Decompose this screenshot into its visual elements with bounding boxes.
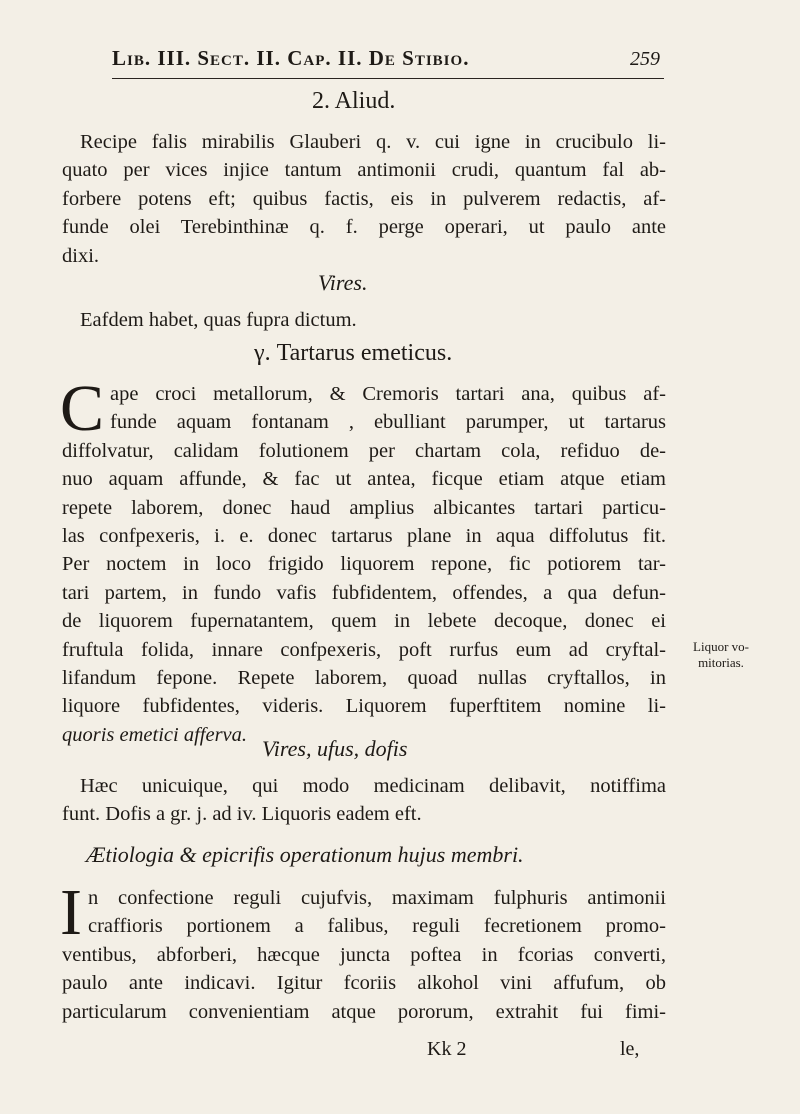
margin-note xyxy=(678,639,764,671)
paragraph-vires xyxy=(62,306,666,334)
catchword: le, xyxy=(620,1038,640,1060)
text-line: Hæc unicuique, qui modo medicinam delibavit, notiffima xyxy=(80,775,666,797)
text-line: las confpexeris, i. e. donec tartarus plane in aqua diffolutus fit. xyxy=(62,525,666,548)
section-heading-aliud: 2. Aliud. xyxy=(312,88,396,114)
section-heading-tartarus: γ. Tartarus emeticus. xyxy=(254,340,453,366)
text-line: ventibus, abforberi, hæcque juncta poftea in fcorias converti, xyxy=(62,943,666,966)
text-line: n confectione reguli cujufvis, maximam fulphuris antimonii xyxy=(87,887,666,909)
text-line: fruftula folida, innare confpexeris, poft rurfus eum ad cryftal- xyxy=(62,638,666,661)
margin-note-line: mitorias. xyxy=(698,655,744,670)
text-line: funde aquam fontanam , ebulliant parumper, ut tartarus xyxy=(110,411,666,434)
text-line: forbere potens eft; quibus factis, eis in pulverem redactis, af- xyxy=(62,187,666,210)
paragraph-vires-usus xyxy=(62,772,666,829)
page-header xyxy=(112,44,664,79)
signature-mark: Kk 2 xyxy=(427,1038,467,1060)
margin-note-line: Liquor vo- xyxy=(693,639,749,654)
text-line: dixi. xyxy=(62,244,100,267)
dropcap-block xyxy=(60,876,666,949)
running-head: Lib. III. Sect. II. Cap. II. De Stibio. xyxy=(112,46,470,70)
text-line: craffioris portionem a falibus, reguli fecretionem promo- xyxy=(87,915,666,938)
paragraph-aliud xyxy=(62,128,666,270)
text-line: quoris emetici afferva. xyxy=(62,723,248,746)
text-line: repete laborem, donec haud amplius albicantes tartari particu- xyxy=(62,496,666,519)
text-line: particularum convenientiam atque pororum, extrahit fui fimi- xyxy=(62,1000,666,1023)
vires-heading: Vires. xyxy=(318,270,368,295)
text-line: Recipe falis mirabilis Glauberi q. v. cui igne in crucibulo li- xyxy=(80,131,666,153)
paragraph-aetiologia xyxy=(60,876,666,1026)
text-line: de liquorem fupernatantem, quem in lebete decoque, donec ei xyxy=(62,610,666,633)
text-line: paulo ante indicavi. Igitur fcoriis alkohol vini affufum, ob xyxy=(62,972,666,995)
dropcap-letter: C xyxy=(60,372,105,445)
vires-usus-heading: Vires, ufus, dofis xyxy=(262,736,408,761)
text-line: Per noctem in loco frigido liquorem repone, fic potiorem tar- xyxy=(62,553,666,576)
text-line: ape croci metallorum, & Cremoris tartari ana, quibus af- xyxy=(110,383,666,405)
page-number: 259 xyxy=(630,48,660,70)
paragraph-tartarus xyxy=(60,372,666,749)
text-line: funt. Dofis a gr. j. ad iv. Liquoris eadem eft. xyxy=(62,803,422,826)
text-line: lifandum fepone. Repete laborem, quoad nullas cryftallos, in xyxy=(62,667,666,690)
text-line: diffolvatur, calidam folutionem per chartam cola, refiduo de- xyxy=(62,439,666,462)
text-line: nuo aquam affunde, & fac ut antea, ficque etiam atque etiam xyxy=(62,468,666,491)
dropcap-letter: I xyxy=(60,876,82,949)
text-line: quato per vices injice tantum antimonii crudi, quantum fal ab- xyxy=(62,159,666,182)
text-line: tari partem, in fundo vafis fubfidentem, offendes, a qua defun- xyxy=(62,581,666,604)
aetiologia-heading: Ætiologia & epicrifis operationum hujus membri. xyxy=(86,842,524,867)
text-line: Eafdem habet, quas fupra dictum. xyxy=(80,309,357,331)
text-line: funde olei Terebinthinæ q. f. perge operari, ut paulo ante xyxy=(62,216,666,239)
dropcap-block xyxy=(60,372,666,445)
text-line: liquore fubfidentes, videris. Liquorem fuperftitem nomine li- xyxy=(62,695,666,718)
